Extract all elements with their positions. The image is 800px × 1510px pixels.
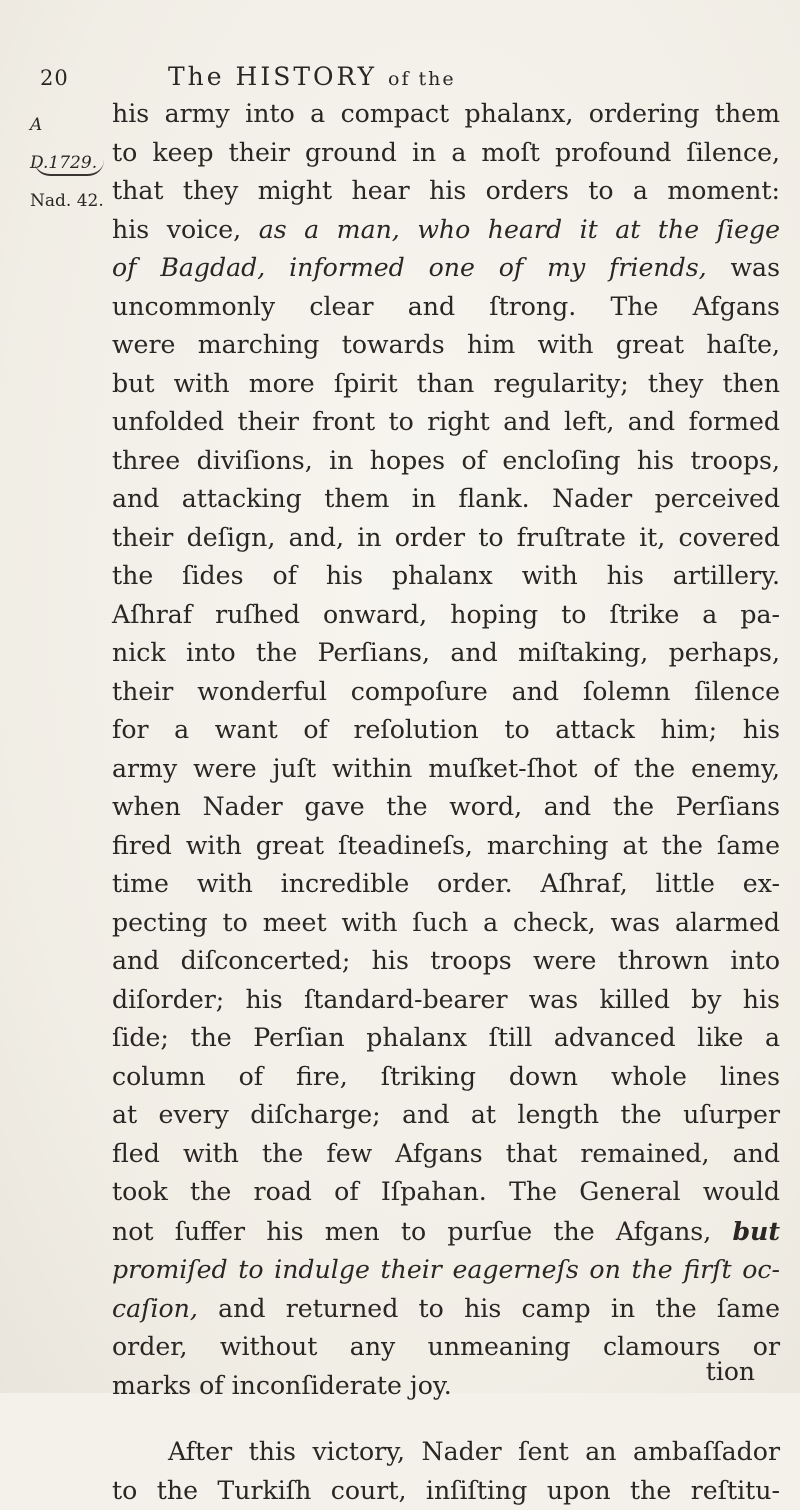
text-line: After this victory, Nader ſent an ambaſſador <box>112 1433 780 1472</box>
italic-span: promiſed to indulge their eagerneſs on the firſt oc- <box>112 1255 780 1284</box>
text-line <box>112 1251 780 1290</box>
text-span: his voice, <box>112 215 259 244</box>
margin-reference: Nad. 42. <box>30 182 112 220</box>
text-line: order, without any unmeaning clamours or <box>112 1328 780 1367</box>
text-line: the ſides of his phalanx with his artillery. <box>112 557 780 596</box>
text-line: but with more ſpirit than regularity; they then <box>112 365 780 404</box>
running-head-history: HISTORY <box>236 62 378 91</box>
text-span: and returned to his camp in the ſame <box>198 1294 780 1323</box>
running-head-the: The <box>168 62 225 91</box>
body-text <box>112 95 780 1510</box>
text-line <box>112 1212 780 1252</box>
text-line: that they might hear his orders to a moment: <box>112 172 780 211</box>
text-line: were marching towards him with great haſte, <box>112 326 780 365</box>
text-line: to the Turkiſh court, inſiſting upon the reſtitu- <box>112 1472 780 1510</box>
paragraph-gap <box>112 1405 780 1433</box>
text-line: their wonderful compoſure and ſolemn ſilence <box>112 673 780 712</box>
catchword: tion <box>706 1357 755 1386</box>
text-line: nick into the Perſians, and miſtaking, perhaps, <box>112 634 780 673</box>
running-head <box>168 62 456 91</box>
text-line <box>112 211 780 250</box>
text-line: column of fire, ſtriking down whole lines <box>112 1058 780 1097</box>
running-head-of-the: of the <box>388 68 456 90</box>
text-line: to keep their ground in a moſt profound ſilence, <box>112 134 780 173</box>
text-line <box>112 249 780 288</box>
text-line: diſorder; his ſtandard-bearer was killed by his <box>112 981 780 1020</box>
text-line: army were juſt within muſket-ſhot of the enemy, <box>112 750 780 789</box>
italic-span: of Bagdad, informed one of my friends, <box>112 253 707 282</box>
text-line: took the road of Iſpahan. The General would <box>112 1173 780 1212</box>
italic-span: caſion, <box>112 1294 198 1323</box>
page-number: 20 <box>40 66 69 90</box>
text-line: fled with the few Afgans that remained, and <box>112 1135 780 1174</box>
margin-bracket <box>34 160 104 176</box>
text-line: fired with great ſteadineſs, marching at the ſame <box>112 827 780 866</box>
text-line: pecting to meet with ſuch a check, was alarmed <box>112 904 780 943</box>
text-line <box>112 1290 780 1329</box>
text-line: at every diſcharge; and at length the uſurper <box>112 1096 780 1135</box>
text-line: and attacking them in flank. Nader perceived <box>112 480 780 519</box>
text-line: their deſign, and, in order to fruſtrate it, covered <box>112 519 780 558</box>
italic-span: as a man, who heard it at the ſiege <box>259 215 780 244</box>
text-line: his army into a compact phalanx, ordering them <box>112 95 780 134</box>
text-line: when Nader gave the word, and the Perſians <box>112 788 780 827</box>
margin-date: A D.1729. <box>30 106 112 182</box>
italic-span: but <box>732 1216 780 1246</box>
text-line: marks of inconſiderate joy. <box>112 1367 780 1406</box>
text-line: and diſconcerted; his troops were thrown into <box>112 942 780 981</box>
text-line: time with incredible order. Aſhraf, little ex- <box>112 865 780 904</box>
text-span: was <box>707 253 780 282</box>
text-line: Aſhraf ruſhed onward, hoping to ſtrike a pa- <box>112 596 780 635</box>
text-line: ſide; the Perſian phalanx ſtill advanced like a <box>112 1019 780 1058</box>
text-line: unfolded their front to right and left, and formed <box>112 403 780 442</box>
text-line: three diviſions, in hopes of encloſing his troops, <box>112 442 780 481</box>
text-line: for a want of reſolution to attack him; his <box>112 711 780 750</box>
text-line: uncommonly clear and ſtrong. The Afgans <box>112 288 780 327</box>
text-span: not ſuffer his men to purſue the Afgans, <box>112 1217 732 1246</box>
